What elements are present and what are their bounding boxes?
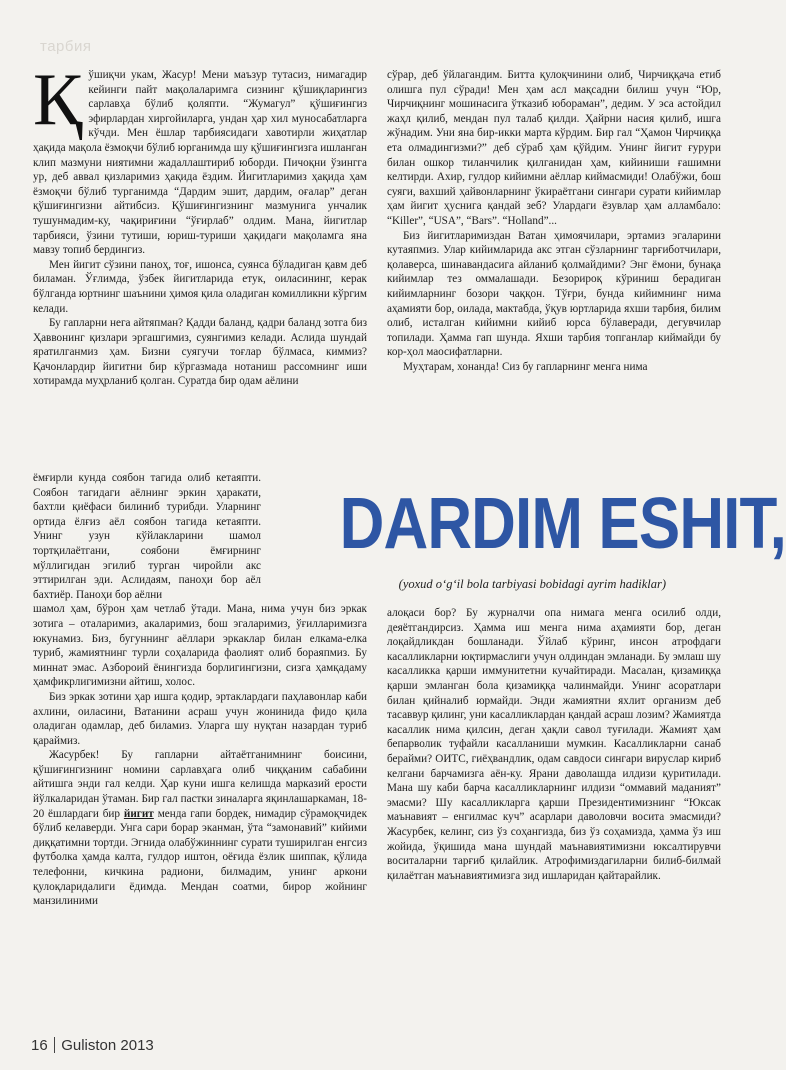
article-paragraph: Жасурбек! Бу гапларни айтаётганимнинг боисини, қўшиғингизнинг номини сарлавҳага олиб чиққаним сабабини айтишга энди гал келди. Ҳар куни ишга келишда марказий ерости йўлкаларидан ўтаман. Бир гал пастки зиналарга яқинлашаркаман, 18-20 ёшлардаги бир йигит менда гапи бордек, нимадир сўрамоқчидек бўлиб келаверди. Унга сари борар эканман, ўта “замонавий” кийими диққатимни тортди. Эгнида олабўжиннинг сурати туширилган енгсиз футболка ҳамда калта, гулдор иштон, оёғида ёзлик шиппак, қўлида телефонни, кичкина радиони, билмадим, унинг аркони қулоқларидалиги ёдимда. Мендан соатми, бирор жойнинг манзилиними: [33, 749, 368, 908]
article-paragraph: шамол ҳам, бўрон ҳам четлаб ўтади. Мана, нима учун биз эркак зотига – оталаримиз, акаларимиз, бош эгаларимиз, ўғилларимизга юкунамиз. Биз, бугуннинг аёллари эркаклар билан елкама-елка туриб, жамиятнинг турли соҳаларида фаолият олиб бораяпмиз. Бу миннат эмас. Азбороий ёнингизда борлигингизни, сизга ҳамқадаму ҳамфикрлигимизни айтиш, холос.: [33, 603, 367, 689]
article-paragraph: Муҳтарам, хонанда! Сиз бу гапларнинг менга нима: [403, 360, 648, 373]
article-paragraph: Биз йигитларимиздан Ватан ҳимоячилари, эртамиз эгаларини кутаяпмиз. Улар кийимларида акс этган сўзларнинг тарғиботчилари, қолаверса, шинавандасига айланиб қолмайдими? Энг ёмони, бунақа кийимлар тез оммалашади. Безорироқ кўриниш берадиган кийимларнинг бозори чаққон. Тўғри, бунда кийимнинг нима аҳамияти бор, оилада, мактабда, ўқув юртларида яхши тарбия, билим олиб, исталган кийимни кийиб юрса бўлаверади, дегувчилар топилади. Ҳамма гап шунда. Яхши тарбия топганлар киймайди бу кор-ҳол маосифатларни.: [387, 229, 721, 359]
page-footer: [31, 1037, 154, 1054]
article-paragraph: Мен йигит сўзини паноҳ, тоғ, ишонса, суянса бўладиган қавм деб биламан. Ўғлимда, ўзбек йигитларида етук, оиласининг, керак бўлганда юртнинг шаънини ҳимоя қила оладиган комилликни кўргим келади.: [33, 258, 367, 315]
article-column-bottom-right: [387, 606, 721, 883]
footer-divider: [54, 1037, 56, 1053]
article-paragraph: Қўшиқчи укам, Жасур! Мени маъзур тутасиз, нимагадир кейинги пайт мақолаларимга сизнинг қўшиқларингиз сарлавҳа бўлиб қоляпти. “Жумагул” қўшиғингиз эфирлардан хиргойиларга, ундан ҳар хил муносабатларга кўчди. Мен ёшлар тарбиясидаги хавотирли жиҳатлар ҳақида мақола ёзмоқчи бўлиб юрганимда шу қўшиғингизга ишланган клип мазмуни ниятимни жадаллаштириб юборди. Пичоқни ўзингга ур, деб аввал қизларимиз ҳақида ёздим. Йигитларимиз ҳақида ҳам ёзмоқчи бўлиб турганимда “Дардим эшит, дардим, оғалар” деган қўшиғингизни айтибсиз. Қўшиғингизнинг мазмунига унчалик тушунмадим-ку, чақириғини “ўғирлаб” олдим. Мана, йигитлар тарбияси, ўзини тутиши, юриш-туриши ҳақидаги мақоламга яна мавзу топиб бердингиз.: [33, 59, 367, 257]
article-paragraph-narrow: ёмғирли кунда соябон тагида олиб кетаяпти. Соябон тагидаги аёлнинг эркин ҳаракати, бахтли қиёфаси билиниб турибди. Уларнинг ортида ёлғиз аёл соябон тагида кетаяпти. Унинг узун кўйлакларини шамол тортқилаётгани, соябони ёмғирнинг мўллигидан эгилиб турган чиройли акс эттирилган эди. Аслидаям, паноҳи бор аёл бахтиёр. Паноҳи бор аёлни: [33, 472, 261, 601]
article-paragraph: алоқаси бор? Бу журналчи опа нимага менга осилиб олди, деяётгандирсиз. Ҳамма иш менга нима аҳамияти бор, деган лоқайдликдан бошланади. Ўйлаб кўринг, инсон атрофдаги касалликларни юқтирмаслиги учун олдиндан эмланади. Бу эмлаш шу касалликка қарши иммунитетни кучайтиради. Масалан, қизамиққа қарши эмланган бола қизамиққа чалинмайди. Унинг асоратлари билан қийналиб юрмайди. Энди жамиятни яхлит организм деб тасаввур қилинг, уни касалликлардан қандай асраш лозим? Жамиятда касаллик нима қилсин, деган ҳақли савол туғилади. Жамият ҳам бепарволик туфайли касалланиши мумкин. Касалликларни санаб берайми? ОИТС, гиёҳвандлик, одам савдоси сингари вируслар кириб келгани барчамизга аён-ку. Ярани даволашда илдизи қуритилади. Мана шу каби барча касалликларнинг илдизи “оммавий маданият” эмасми? Шу касалликларга қарши Президентимизнинг “Юксак маънавият – енгилмас куч” асарлари даволовчи восита эмасмиди? Жасурбек, келинг, сиз ўз соҳангизда, биз ўз соҳамизда, ҳамма ўз иш жойида, ўқишида мана шундай маънавиятимизни юксалтирувчи воситаларни тарғиб қилайлик. Атрофимиздагиларни билиб-билмай қилаётган маънавиятимизга зид ишларидан қайтарайлик.: [387, 607, 721, 882]
article-paragraph: Биз эркак зотини ҳар ишга қодир, эртаклардаги паҳлавонлар каби ахлини, оиласини, Ватанини асраш учун жонинида фидо қила оладиган одамлар, деб биламиз. Уларга шу нуқтан назардан туриб қараймиз.: [33, 690, 367, 747]
article-subtitle: (yoxud o‘g‘il bola tarbiyasi bobidagi ayrim hadiklar): [398, 577, 666, 591]
highlighted-word: йигит: [123, 807, 154, 820]
page-number: 16: [31, 1037, 48, 1054]
article-paragraph: сўрар, деб ўйлагандим. Битта қулоқчинини олиб, Чирчиққача етиб олишга пул сўради! Мен ҳам асл мақсадни билиш учун “Юр, Чирчиқнинг мошинасига ўтказиб юбораман”, дедим. У эса астойдил жаҳл қилиб, мендан пул талаб қилди. Ҳайрни насия қилиб, ишга жўнадим. Уни яна бир-икки марта кўрдим. Бир гал “Ҳамон Чирчиққа ета олмадингизми?” деб сўраб ҳам қўйдим. Унинг йигит ғурури билан ошкор тиланчилик қилганидан ҳам, кийиниши ғашимни келтирди. Ахир, гулдор кийимни аёллар киймасмиди! Олабўжи, бош суяги, вахший ҳайвонларнинг ўкираётгани сингари сурати кийимлар ҳам йигит ҳуснига қандай зеб? Улардаги ёзувлар ҳам алламбало: “Killer”, “USA”, “Bars”. “Holland”...: [387, 69, 721, 227]
article-title: DARDIM ESHIT,: [339, 484, 786, 564]
drop-cap: Қ: [33, 59, 83, 141]
article-column-top-left: [33, 59, 367, 389]
publication-name: Guliston 2013: [61, 1037, 154, 1054]
faded-header-text: тарбия: [40, 38, 92, 55]
article-column-top-right: [387, 68, 721, 374]
article-column-bottom-left: [33, 471, 367, 909]
article-paragraph: Бу гапларни нега айтяпман? Қадди баланд, қадри баланд зотга биз Ҳаввонинг қизлари эргашгимиз, суянгимиз келади. Аслида шундай яратилганмиз ҳам. Бизни суягучи тоғлар бўлмаса, киммиз? Қачонлардир йигитни бир кўргазмада нотаниш рассомнинг иши хотирамда муҳрланиб қолган. Суратда бир одам аёлини: [33, 317, 367, 388]
